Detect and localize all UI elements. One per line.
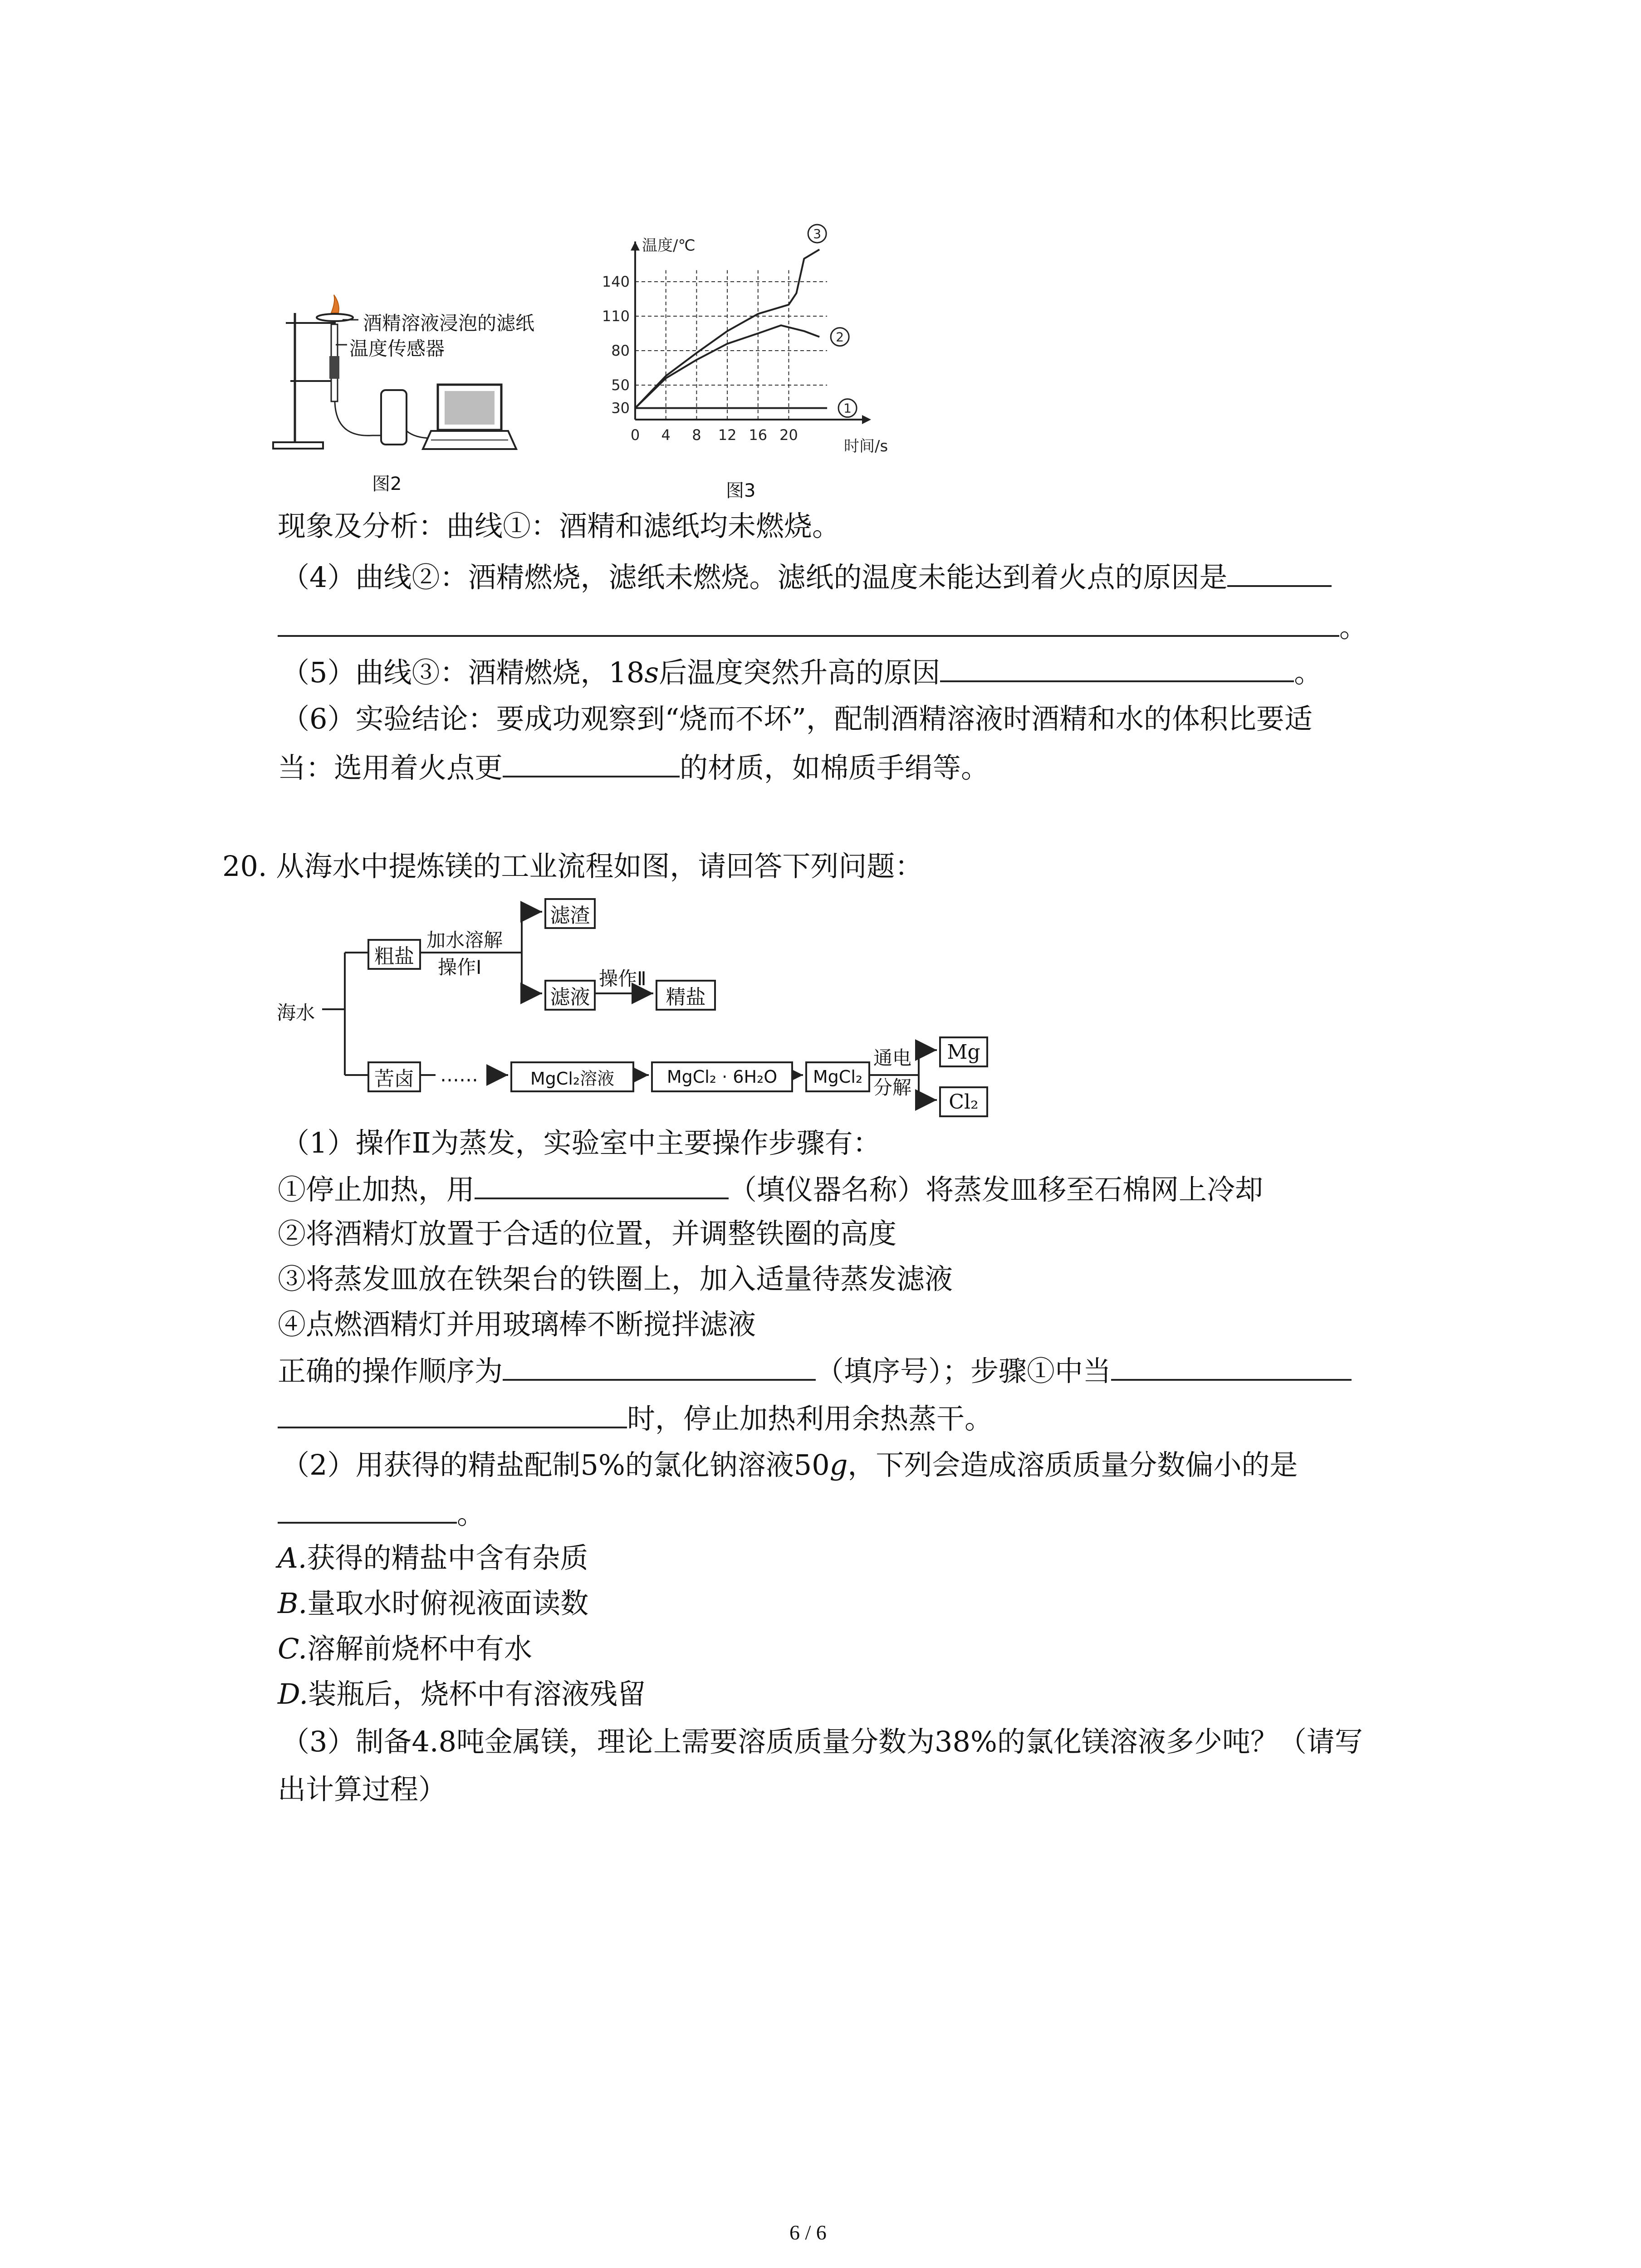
q20-part-3-line1: （3）制备4.8吨金属镁，理论上需要溶质质量分数为38%的氯化镁溶液多少吨？（请写: [281, 1725, 1363, 1758]
answer-blank-condition[interactable]: [1111, 1352, 1352, 1381]
x-tick-label: 4: [661, 426, 671, 444]
phenomenon-analysis: 现象及分析：曲线①：酒精和滤纸均未燃烧。: [278, 509, 841, 543]
label-electrolysis-top: 通电: [873, 1047, 912, 1069]
series-label-1: 1: [843, 401, 852, 416]
q20-part-2: [281, 1447, 1298, 1483]
label-op2: 操作Ⅱ: [599, 968, 647, 990]
node-bittern: 苦卤: [367, 1061, 421, 1092]
q20-order-cont: [278, 1399, 993, 1437]
node-mgcl2-solution: MgCl₂溶液: [510, 1061, 634, 1092]
answer-blank-4[interactable]: [1227, 558, 1332, 587]
q19-part-5-unit: s: [644, 656, 659, 689]
q20-order-text-b: （填序号）；步骤①中当: [816, 1354, 1112, 1388]
label-op1-top: 加水溶解: [426, 929, 503, 951]
option-b-text: 量取水时俯视液面读数: [307, 1587, 589, 1620]
q20-part-2-unit: g: [829, 1448, 848, 1481]
answer-blank-part-2[interactable]: [278, 1495, 457, 1524]
q20-step-1-text-a: ①停止加热，用: [278, 1173, 475, 1206]
figure-3: [590, 213, 907, 503]
q20-step-1-text-b: （填仪器名称）将蒸发皿移至石棉网上冷却: [729, 1173, 1264, 1206]
answer-blank-4b[interactable]: [278, 608, 1339, 637]
q20-order: [278, 1352, 1352, 1389]
node-cl2: Cl₂: [939, 1086, 988, 1117]
label-op1-bottom: 操作Ⅰ: [438, 956, 482, 978]
temperature-chart: [590, 213, 907, 503]
x-axis-arrow: [862, 415, 871, 424]
answer-blank-6[interactable]: [503, 748, 680, 777]
option-b: [278, 1585, 588, 1622]
sensor-cable: [335, 401, 381, 435]
q19-part-6-text-b: 的材质，如棉质手绢等。: [680, 751, 989, 784]
x-tick-label: 12: [718, 426, 737, 444]
q19-part-6-text-a: 当：选用着火点更: [278, 751, 503, 784]
q19-part-5-end: 。: [1294, 656, 1323, 689]
q19-part-4-text: （4）曲线②：酒精燃烧，滤纸未燃烧。滤纸的温度未能达到着火点的原因是: [281, 561, 1228, 594]
q20-part-2-text-b: ，下列会造成溶质质量分数偏小的是: [847, 1448, 1298, 1481]
figure-3-caption: 图3: [726, 480, 756, 501]
node-mgcl2: MgCl₂: [805, 1061, 870, 1092]
label-filter-paper: 酒精溶液浸泡的滤纸: [363, 312, 535, 334]
q20-step-4: ④点燃酒精灯并用玻璃棒不断搅拌滤液: [278, 1308, 756, 1341]
q20-part-2-end: 。: [457, 1497, 485, 1530]
node-mgcl2-hydrate: MgCl₂ · 6H₂O: [651, 1061, 793, 1092]
option-b-letter: B.: [278, 1587, 308, 1620]
q20-order-text-a: 正确的操作顺序为: [278, 1354, 503, 1388]
option-d: [278, 1676, 646, 1712]
y-axis-arrow: [631, 241, 640, 250]
q20-part-1-title: （1）操作Ⅱ为蒸发，实验室中主要操作步骤有：: [281, 1126, 881, 1159]
y-tick-label: 110: [602, 308, 630, 325]
x-tick-label: 8: [692, 426, 701, 444]
data-logger: [381, 390, 407, 445]
y-tick-label: 140: [602, 273, 630, 290]
q19-part-4-end: 。: [1339, 611, 1368, 644]
node-seawater: 海水: [277, 1002, 315, 1024]
flow-chart: [272, 889, 998, 1125]
q20-step-1: [278, 1170, 1263, 1208]
q20-stem-text: 从海水中提炼镁的工业流程如图，请回答下列问题：: [276, 850, 923, 883]
node-refined-salt: 精盐: [656, 980, 716, 1011]
q20-part-2-text-a: （2）用获得的精盐配制5%的氯化钠溶液50: [281, 1448, 830, 1481]
series-label-3: 3: [813, 226, 822, 242]
option-d-letter: D.: [278, 1677, 309, 1711]
y-tick-label: 30: [611, 399, 630, 417]
x-tick-label: 20: [779, 426, 798, 444]
x-tick-label: 16: [749, 426, 768, 444]
y-axis-label: 温度/℃: [642, 236, 696, 255]
label-dots: ……: [440, 1064, 478, 1086]
page-number: 6 / 6: [789, 2221, 827, 2244]
q19-part-4: [281, 558, 1332, 596]
x-tick-label: 0: [630, 426, 640, 444]
node-mg: Mg: [939, 1036, 988, 1067]
q20-step-3: ③将蒸发皿放在铁架台的铁圈上，加入适量待蒸发滤液: [278, 1262, 953, 1295]
option-a-text: 获得的精盐中含有杂质: [307, 1541, 588, 1574]
q19-part-5-text-a: （5）曲线③：酒精燃烧，18: [281, 656, 645, 689]
label-temperature-sensor: 温度传感器: [349, 337, 445, 360]
q19-part-5: [281, 653, 1322, 691]
q20-stem: [222, 848, 923, 885]
node-crude-salt: 粗盐: [367, 939, 421, 970]
node-residue: 滤渣: [544, 898, 596, 929]
answer-blank-5[interactable]: [940, 653, 1294, 682]
q20-part-2-cont: [278, 1495, 485, 1532]
stand-base: [273, 442, 323, 449]
option-c-letter: C.: [278, 1632, 307, 1665]
q20-step-2: ②将酒精灯放置于合适的位置，并调整铁圈的高度: [278, 1217, 897, 1250]
node-filtrate: 滤液: [544, 980, 596, 1011]
q19-part-6-line2: [278, 748, 989, 786]
figure-2-caption: 图2: [372, 474, 402, 494]
q19-part-4-cont: [278, 608, 1367, 645]
flame-icon: [331, 295, 339, 313]
option-a-letter: A.: [278, 1541, 307, 1574]
q20-order-text-c: 时，停止加热利用余热蒸干。: [627, 1402, 993, 1435]
answer-blank-order[interactable]: [503, 1352, 816, 1381]
series-label-2: 2: [836, 329, 844, 345]
option-c-text: 溶解前烧杯中有水: [307, 1632, 532, 1665]
figure-2: [268, 281, 535, 494]
y-tick-label: 50: [611, 376, 630, 394]
answer-blank-condition-b[interactable]: [278, 1399, 627, 1428]
option-c: [278, 1631, 532, 1667]
y-tick-label: 80: [611, 342, 630, 359]
option-a: [278, 1540, 588, 1576]
q20-number: 20.: [222, 850, 267, 883]
label-electrolysis-bottom: 分解: [873, 1076, 912, 1099]
q19-part-6-line1: （6）实验结论：要成功观察到“烧而不坏”，配制酒精溶液时酒精和水的体积比要适: [281, 702, 1313, 735]
q20-part-3-line2: 出计算过程）: [278, 1773, 447, 1806]
answer-blank-instrument[interactable]: [475, 1170, 729, 1199]
x-axis-label: 时间/s: [844, 437, 888, 455]
option-d-text: 装瓶后，烧杯中有溶液残留: [308, 1677, 646, 1711]
q19-part-5-text-b: 后温度突然升高的原因: [659, 656, 941, 689]
